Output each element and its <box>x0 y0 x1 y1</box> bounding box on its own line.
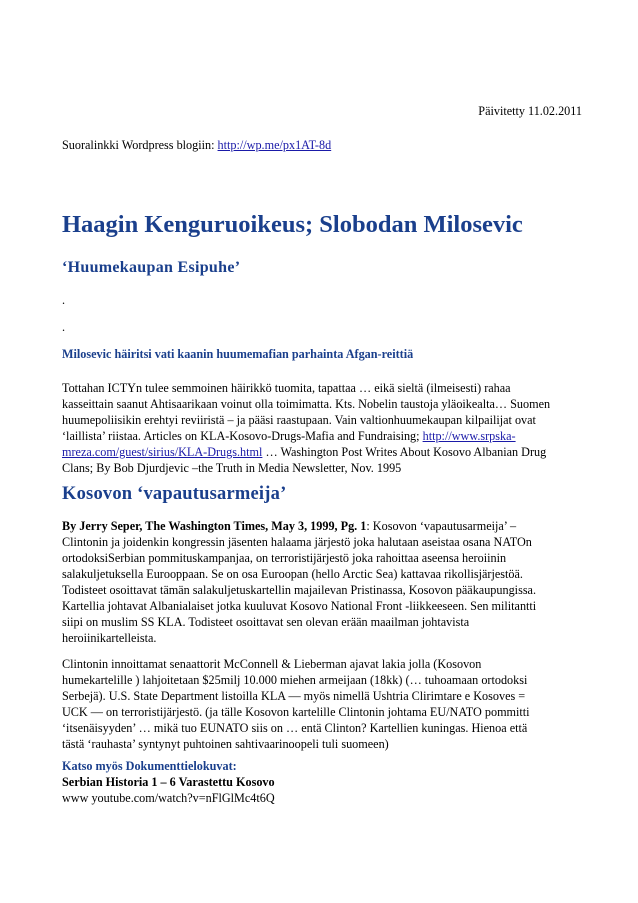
text-line: salakuljetuksella Eurooppaan. Se on osa Euroopan (hello Arctic Sea) kattavaa rikollisjärjestöä. <box>62 567 523 581</box>
text-line: Tottahan ICTYn tulee semmoinen häirikkö tuomita, tapattaa … eikä sieltä (ilmeisesti) rahaa <box>62 381 511 395</box>
section1-paragraph <box>62 380 582 476</box>
text-line: huumepoliisikin erehtyi reviiristä – ja pääsi raastupaan. Vain valtionhuumekaupan kilpailijat ovat <box>62 413 536 427</box>
text-line: UCK — on terroristijärjestö. (ja tälle Kosovon kartelille Clintonin johtama EU/NATO pommitti <box>62 705 530 719</box>
text-line: Clintonin ja joidenkin kongressin jäsenten halaama järjestö joka halutaan aseistaa osana NATOn <box>62 535 532 549</box>
shortlink-line <box>62 137 331 153</box>
separator-dot-1: . <box>62 293 66 307</box>
text-line: humekartelille ) lahjoitetaan $25milj 10.000 miehen armeijaan (18kk) (… tuhoamaan ortodoksi <box>62 673 528 687</box>
see-also-heading: Katso myös Dokumenttielokuvat: <box>62 759 237 773</box>
section2-paragraph <box>62 518 582 646</box>
kla-drugs-link[interactable]: http://www.srpska- <box>422 429 516 443</box>
text-line: ‘itsenäisyyden’ … mikä tuo EUNATO siis on … entä Clinton? Kartellien kuningas. Hienoa että <box>62 721 528 735</box>
section2-heading: Kosovon ‘vapautusarmeija’ <box>62 484 287 504</box>
section3-paragraph <box>62 656 582 752</box>
kla-drugs-link-cont[interactable]: mreza.com/guest/sirius/KLA-Drugs.html <box>62 445 263 459</box>
documentary-url: www youtube.com/watch?v=nFlGlMc4t6Q <box>62 791 275 805</box>
text-line: kasseittain saanut Ahtisaarikaan voinut olla toimimatta. Kts. Nobelin taustoja yläoikealta… Suomen <box>62 397 551 411</box>
text-line: ortodoksiSerbian pommituskampanjaa, on terroristijärjestö joka rahoittaa aseensa heroiinin <box>62 551 507 565</box>
updated-date: Päivitetty 11.02.2011 <box>478 104 582 118</box>
shortlink-link[interactable]: http://wp.me/px1AT-8d <box>217 138 332 152</box>
documentary-title: Serbian Historia 1 – 6 Varastettu Kosovo <box>62 775 275 789</box>
text-line: heroiinikartelleista. <box>62 631 157 645</box>
section4-paragraph <box>62 758 582 806</box>
text-line: tästä ‘rauhasta’ syntynyt puhtoinen sahtivaarinoopeli tuli suomeen) <box>62 737 389 751</box>
text-span: : Kosovon ‘vapautusarmeija’ – <box>366 519 517 533</box>
text-line <box>62 444 582 460</box>
text-line: siipi on muslim SS KLA. Todisteet osoittavat sen olevan erään maailman johtavista <box>62 615 470 629</box>
shortlink-label: Suoralinkki Wordpress blogiin: <box>62 138 218 152</box>
article-byline: By Jerry Seper, The Washington Times, May 3, 1999, Pg. 1 <box>62 519 367 533</box>
text-line: Clans; By Bob Djurdjevic –the Truth in Media Newsletter, Nov. 1995 <box>62 461 402 475</box>
text-line: Todisteet osoittavat tämän salakuljetuskartellin majailevan Pristinassa, Kosovon pääkaupungissa. <box>62 583 537 597</box>
page-title: Haagin Kenguruoikeus; Slobodan Milosevic <box>62 211 523 238</box>
text-line <box>62 518 582 534</box>
page-subtitle: ‘Huumekaupan Esipuhe’ <box>62 259 241 276</box>
text-line: Clintonin innoittamat senaattorit McConnell & Lieberman ajavat lakia jolla (Kosovon <box>62 657 482 671</box>
text-line: Serbejä). U.S. State Department listoilla KLA — myös nimellä Ushtria Clirimtare e Kosoves = <box>62 689 526 703</box>
text-span: ‘laillista’ riistaa. Articles on KLA-Kosovo-Drugs-Mafia and Fundraising; <box>62 429 423 443</box>
text-span: … Washington Post Writes About Kosovo Albanian Drug <box>262 445 547 459</box>
text-line: Kartellia johtavat Albanialaiset jotka kuuluvat Kosovo National Front -liikkeeseen. Sen militantti <box>62 599 537 613</box>
text-line <box>62 428 582 444</box>
separator-dot-2: . <box>62 320 66 334</box>
section1-heading: Milosevic häiritsi vati kaanin huumemafian parhainta Afgan-reittiä <box>62 347 414 361</box>
